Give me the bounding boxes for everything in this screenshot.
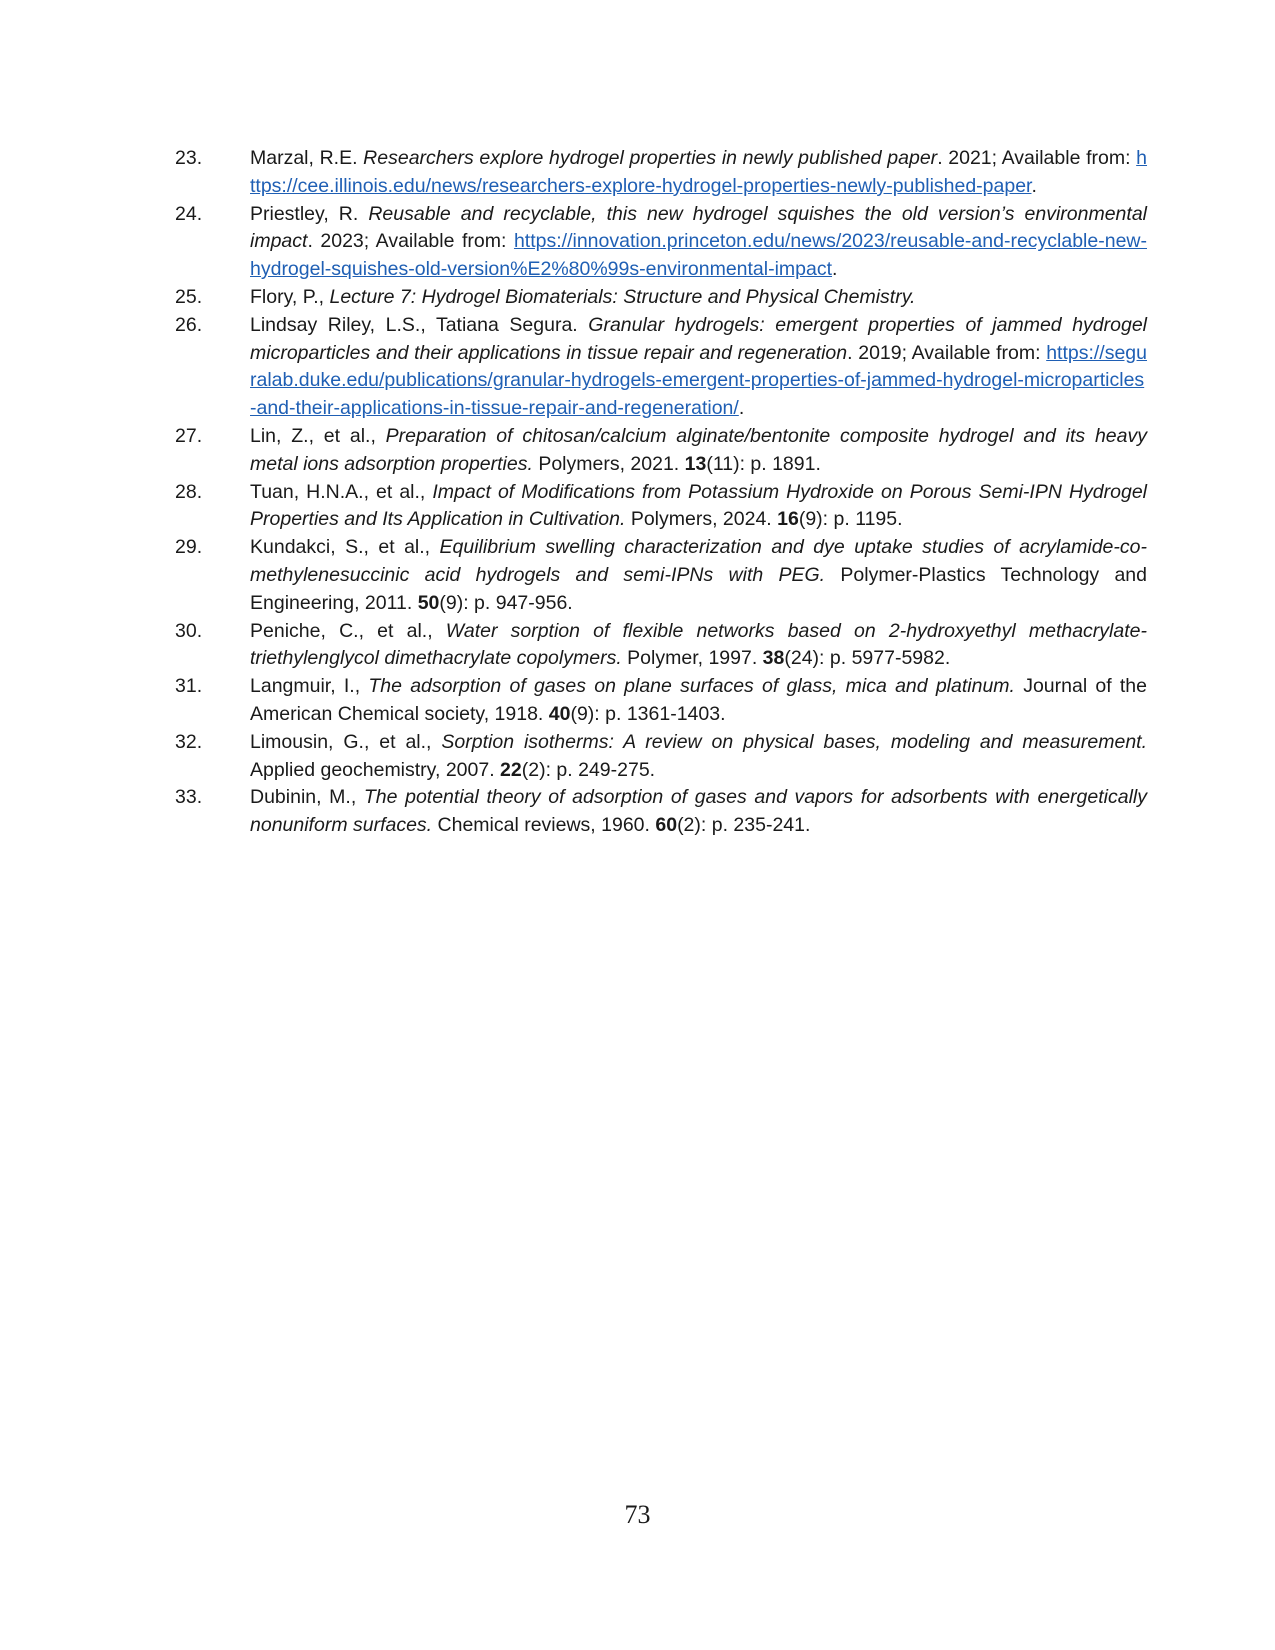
reference-issue-pages: (9): p. 1195. <box>798 508 903 531</box>
reference-source: . 2019; Available from: <box>847 341 1047 364</box>
reference-end-punct: . <box>738 397 745 420</box>
reference-authors: Limousin, G., et al., <box>250 730 442 753</box>
reference-title: Reusable and recyclable, this new hydrogel squishes the old version’s environmental impact <box>250 202 1147 253</box>
reference-volume: 50 <box>417 591 440 614</box>
reference-authors: Kundakci, S., et al., <box>250 536 440 559</box>
reference-item <box>175 534 1147 617</box>
reference-issue-pages: (9): p. 947-956. <box>439 591 573 614</box>
reference-volume: 22 <box>500 758 522 781</box>
reference-text <box>250 479 1147 535</box>
reference-issue-pages: (9): p. 1361-1403. <box>570 702 726 725</box>
reference-title: Lecture 7: Hydrogel Biomaterials: Structure and Physical Chemistry. <box>329 285 916 308</box>
reference-text <box>250 618 1147 674</box>
reference-text <box>250 284 1147 312</box>
reference-source: . 2023; Available from: <box>307 230 514 253</box>
reference-authors: Langmuir, I., <box>250 675 369 698</box>
reference-item <box>175 201 1147 284</box>
reference-title: Sorption isotherms: A review on physical bases, modeling and measurement. <box>441 730 1148 753</box>
reference-number: 32. <box>175 730 203 753</box>
reference-number: 33. <box>175 786 203 809</box>
reference-authors: Flory, P., <box>250 285 330 308</box>
reference-title: Researchers explore hydrogel properties in newly published paper <box>363 147 938 169</box>
reference-journal: Polymer-Plastics Technology and Engineering, 2011. <box>250 563 1147 614</box>
reference-text <box>250 423 1147 479</box>
reference-title: The potential theory of adsorption of gases and vapors for adsorbents with energetically nonuniform surfaces. <box>250 786 1147 837</box>
page-number: 73 <box>624 1500 651 1529</box>
reference-text <box>250 534 1147 617</box>
reference-text <box>250 673 1147 729</box>
reference-journal: Journal of the American Chemical society, 1918. <box>250 675 1147 725</box>
reference-authors: Peniche, C., et al., <box>250 619 446 642</box>
reference-title: Impact of Modifications from Potassium Hydroxide on Porous Semi-IPN Hydrogel Properties and Its Application in Cultivation. <box>250 480 1148 531</box>
reference-volume: 13 <box>684 452 707 475</box>
reference-item <box>175 784 1147 840</box>
reference-title: Equilibrium swelling characterization and dye uptake studies of acrylamide-co-methylenesuccinic acid hydrogels and semi-IPNs with PEG. <box>250 536 1147 586</box>
reference-text <box>250 312 1147 423</box>
reference-link[interactable]: https://innovation.princeton.edu/news/2023/reusable-and-recyclable-new-hydrogel-squishes-old-version%E2%80%99s-environmental-impact <box>250 230 1147 281</box>
reference-item <box>175 673 1147 729</box>
reference-link[interactable]: https://seguralab.duke.edu/publications/granular-hydrogels-emergent-properties-of-jammed-hydrogel-microparticles-and-their-applications-in-tissue-repair-and-regeneration/ <box>250 341 1148 420</box>
reference-issue-pages: (11): p. 1891. <box>706 452 821 475</box>
reference-text <box>250 729 1147 785</box>
reference-authors: Tuan, H.N.A., et al., <box>250 480 433 503</box>
reference-authors: Priestley, R. <box>250 202 369 225</box>
reference-number: 24. <box>175 202 203 225</box>
reference-volume: 16 <box>777 508 799 531</box>
reference-number: 26. <box>175 313 203 336</box>
reference-issue-pages: (2): p. 249-275. <box>521 758 656 781</box>
reference-item <box>175 312 1147 423</box>
reference-item <box>175 618 1147 674</box>
reference-item <box>175 479 1147 535</box>
reference-number: 30. <box>175 619 203 642</box>
reference-source: . 2021; Available from: <box>937 147 1137 169</box>
reference-authors: Dubinin, M., <box>250 786 364 809</box>
reference-item <box>175 284 1147 312</box>
reference-journal: Polymers, 2021. <box>532 452 685 475</box>
reference-text <box>250 145 1147 201</box>
reference-journal: Applied geochemistry, 2007. <box>250 758 501 781</box>
reference-number: 27. <box>175 424 203 447</box>
reference-item <box>175 729 1147 785</box>
reference-authors: Lindsay Riley, L.S., Tatiana Segura. <box>250 313 589 336</box>
reference-volume: 38 <box>762 647 785 670</box>
reference-end-punct: . <box>1031 174 1037 197</box>
reference-title: Granular hydrogels: emergent properties of jammed hydrogel microparticles and their applications in tissue repair and regeneration <box>250 313 1148 364</box>
reference-journal: Polymer, 1997. <box>621 647 763 670</box>
reference-journal: Chemical reviews, 1960. <box>432 814 656 837</box>
reference-text <box>250 784 1147 840</box>
reference-volume: 60 <box>655 814 678 837</box>
reference-item <box>175 423 1147 479</box>
reference-text <box>250 201 1147 284</box>
reference-issue-pages: (24): p. 5977-5982. <box>784 647 951 670</box>
reference-title: Preparation of chitosan/calcium alginate/bentonite composite hydrogel and its heavy metal ions adsorption properties. <box>250 424 1147 475</box>
reference-authors: Lin, Z., et al., <box>250 424 386 447</box>
reference-number: 25. <box>175 285 203 308</box>
reference-title: The adsorption of gases on plane surfaces of glass, mica and platinum. <box>368 675 1015 698</box>
reference-list <box>175 145 1147 840</box>
reference-issue-pages: (2): p. 235-241. <box>677 814 811 837</box>
reference-journal: Polymers, 2024. <box>625 508 778 531</box>
reference-end-punct: . <box>832 258 838 281</box>
reference-number: 31. <box>175 675 203 698</box>
reference-title: Water sorption of flexible networks based on 2-hydroxyethyl methacrylate-triethylenglycol dimethacrylate copolymers. <box>250 619 1147 670</box>
reference-link[interactable]: https://cee.illinois.edu/news/researchers-explore-hydrogel-properties-newly-published-paper <box>250 147 1148 197</box>
reference-number: 23. <box>175 147 203 169</box>
reference-item <box>175 145 1147 201</box>
reference-number: 28. <box>175 480 203 503</box>
reference-authors: Marzal, R.E. <box>250 147 364 169</box>
reference-volume: 40 <box>548 702 571 725</box>
reference-number: 29. <box>175 536 203 559</box>
